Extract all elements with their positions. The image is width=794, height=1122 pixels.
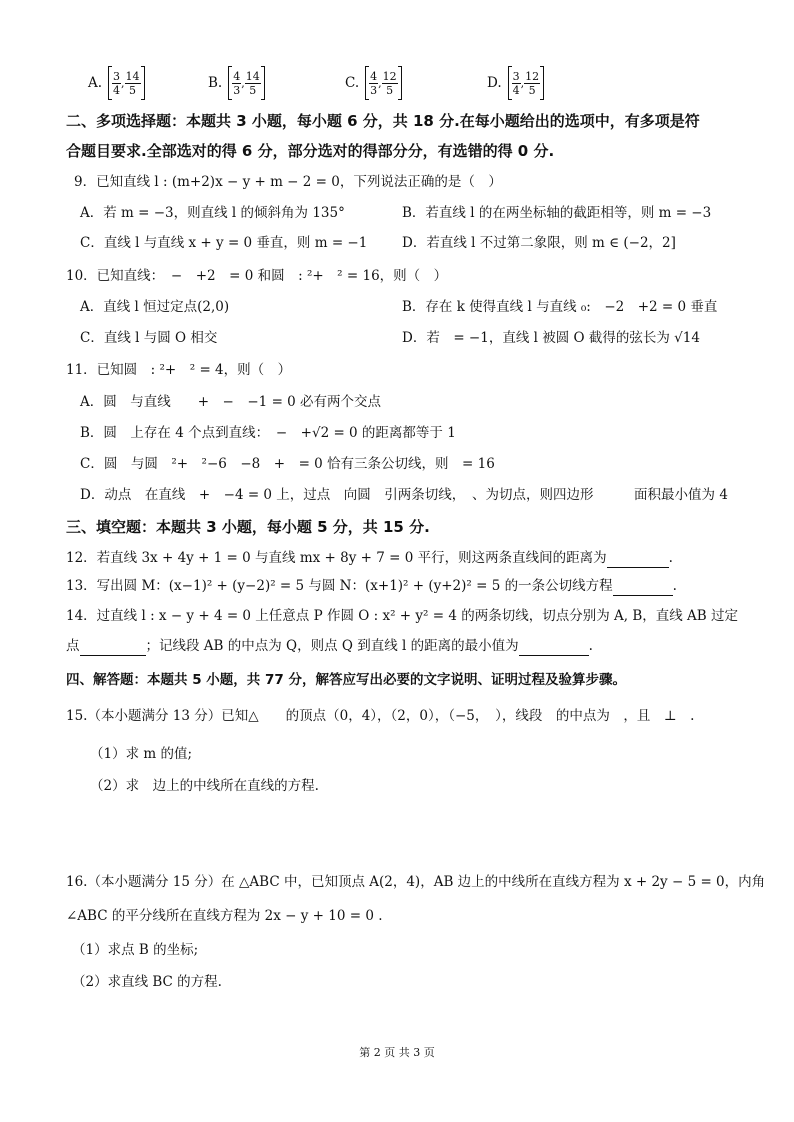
choice-8c (345, 66, 402, 100)
fraction: $\frac{12}{5}$ (525, 69, 540, 97)
choice-8b (208, 66, 265, 100)
q10-stem: 10．已知直线： − +2 = 0 和圆 : ²+ ² = 16，则（ ） (66, 268, 448, 284)
choice-label: D. (487, 75, 502, 91)
interval-bracket: $\frac{4}{3}$ , $\frac{12}{5}$ (365, 66, 402, 100)
q16-line2: ∠ABC 的平分线所在直线方程为 2x − y + 10 = 0 . (66, 908, 383, 924)
fraction: $\frac{14}{5}$ (245, 69, 260, 97)
q13-text: 13．写出圆 M：(x−1)² + (y−2)² = 5 与圆 N：(x+1)² + (y+2)² = 5 的一条公切线方程 (66, 578, 613, 594)
q16-part-2: （2）求直线 BC 的方程. (72, 974, 222, 990)
q12-answer-blank (607, 553, 669, 568)
q10-option-b: B．存在 k 使得直线 l 与直线 ₀: −2 +2 = 0 垂直 (402, 299, 718, 315)
q14-line1: 14．过直线 l : x − y + 4 = 0 上任意点 P 作圆 O : x² + y² = 4 的两条切线，切点分别为 A, B，直线 AB 过定 (66, 608, 738, 624)
choice-label: C. (345, 75, 360, 91)
q16-part-1: （1）求点 B 的坐标; (72, 942, 199, 958)
q13-answer-blank (613, 581, 673, 596)
page-footer: 第 2 页 共 3 页 (359, 1046, 435, 1059)
q10-option-d: D．若 = −1，直线 l 被圆 O 截得的弦长为 √14 (402, 330, 700, 346)
fraction: $\frac{12}{5}$ (382, 69, 397, 97)
fraction: $\frac{4}{3}$ (370, 69, 378, 97)
choice-8d (487, 66, 544, 100)
fraction: $\frac{4}{3}$ (233, 69, 241, 97)
q11-stem: 11．已知圆 : ²+ ² = 4，则（ ） (66, 362, 292, 378)
q9-option-a: A．若 m = −3，则直线 l 的倾斜角为 135° (80, 205, 345, 221)
q11-option-a: A．圆 与直线 + − −1 = 0 必有两个交点 (80, 394, 382, 410)
q15-part-2: （2）求 边上的中线所在直线的方程. (90, 778, 319, 794)
q14-answer-blank-2 (519, 641, 589, 656)
q15-part-1: （1）求 m 的值; (90, 746, 193, 762)
choice-8a (88, 66, 145, 100)
q16-line1: 16.（本小题满分 15 分）在 △ABC 中，已知顶点 A(2，4)，AB 边上的中线所在直线方程为 x + 2y − 5 = 0，内角 (66, 874, 766, 890)
interval-bracket: $\frac{3}{4}$ , $\frac{12}{5}$ (508, 66, 545, 100)
q13-end: . (672, 578, 677, 594)
q9-stem: 9．已知直线 l : (m+2)x − y + m − 2 = 0，下列说法正确的是（ ） (74, 174, 502, 190)
q14-end: . (588, 638, 593, 654)
q14-line2 (66, 636, 734, 656)
q12-text: 12．若直线 3x + 4y + 1 = 0 与直线 mx + 8y + 7 = 0 平行，则这两条直线间的距离为 (66, 550, 607, 566)
q14-text-mid: ；记线段 AB 的中点为 Q，则点 Q 到直线 l 的距离的最小值为 (145, 638, 519, 654)
q11-option-d: D．动点 在直线 + −4 = 0 上，过点 向圆 引两条切线， 、为切点，则四边形 面积最小值为 4 (80, 487, 728, 503)
q15-stem: 15.（本小题满分 13 分）已知△ 的顶点（0，4），（2，0），（−5， ），线段 的中点为 ，且 ⊥ . (66, 708, 695, 724)
q12 (66, 548, 734, 568)
fraction: $\frac{14}{5}$ (125, 69, 140, 97)
choice-label: A. (88, 75, 103, 91)
q14-answer-blank-1 (80, 641, 146, 656)
section-2-heading-line1: 二、多项选择题：本题共 3 小题，每小题 6 分，共 18 分.在每小题给出的选项中，有多项是符 (66, 112, 700, 130)
section-2-heading-line2: 合题目要求.全部选对的得 6 分，部分选对的得部分分，有选错的得 0 分. (66, 142, 555, 160)
q9-option-b: B．若直线 l 的在两坐标轴的截距相等，则 m = −3 (402, 205, 712, 221)
q9-option-d: D．若直线 l 不过第二象限，则 m ∈ (−2，2] (402, 235, 676, 251)
fraction: $\frac{3}{4}$ (512, 69, 520, 97)
q11-option-c: C．圆 与圆 ²+ ²−6 −8 + = 0 恰有三条公切线，则 = 16 (80, 456, 495, 472)
interval-bracket: $\frac{4}{3}$ , $\frac{14}{5}$ (228, 66, 265, 100)
q12-end: . (668, 550, 673, 566)
choice-label: B. (208, 75, 223, 91)
q13 (66, 576, 734, 596)
q11-option-b: B．圆 上存在 4 个点到直线： − +√2 = 0 的距离都等于 1 (80, 425, 456, 441)
interval-bracket: $\frac{3}{4}$ , $\frac{14}{5}$ (108, 66, 145, 100)
q10-option-c: C．直线 l 与圆 O 相交 (80, 330, 218, 346)
q14-text: 点 (66, 638, 80, 654)
q9-option-c: C．直线 l 与直线 x + y = 0 垂直，则 m = −1 (80, 235, 368, 251)
fraction: $\frac{3}{4}$ (113, 69, 121, 97)
section-3-heading: 三、填空题：本题共 3 小题，每小题 5 分，共 15 分. (66, 518, 430, 536)
section-4-heading: 四、解答题：本题共 5 小题，共 77 分，解答应写出必要的文字说明、证明过程及验算步骤。 (66, 672, 626, 688)
q10-option-a: A．直线 l 恒过定点(2,0) (80, 299, 230, 315)
